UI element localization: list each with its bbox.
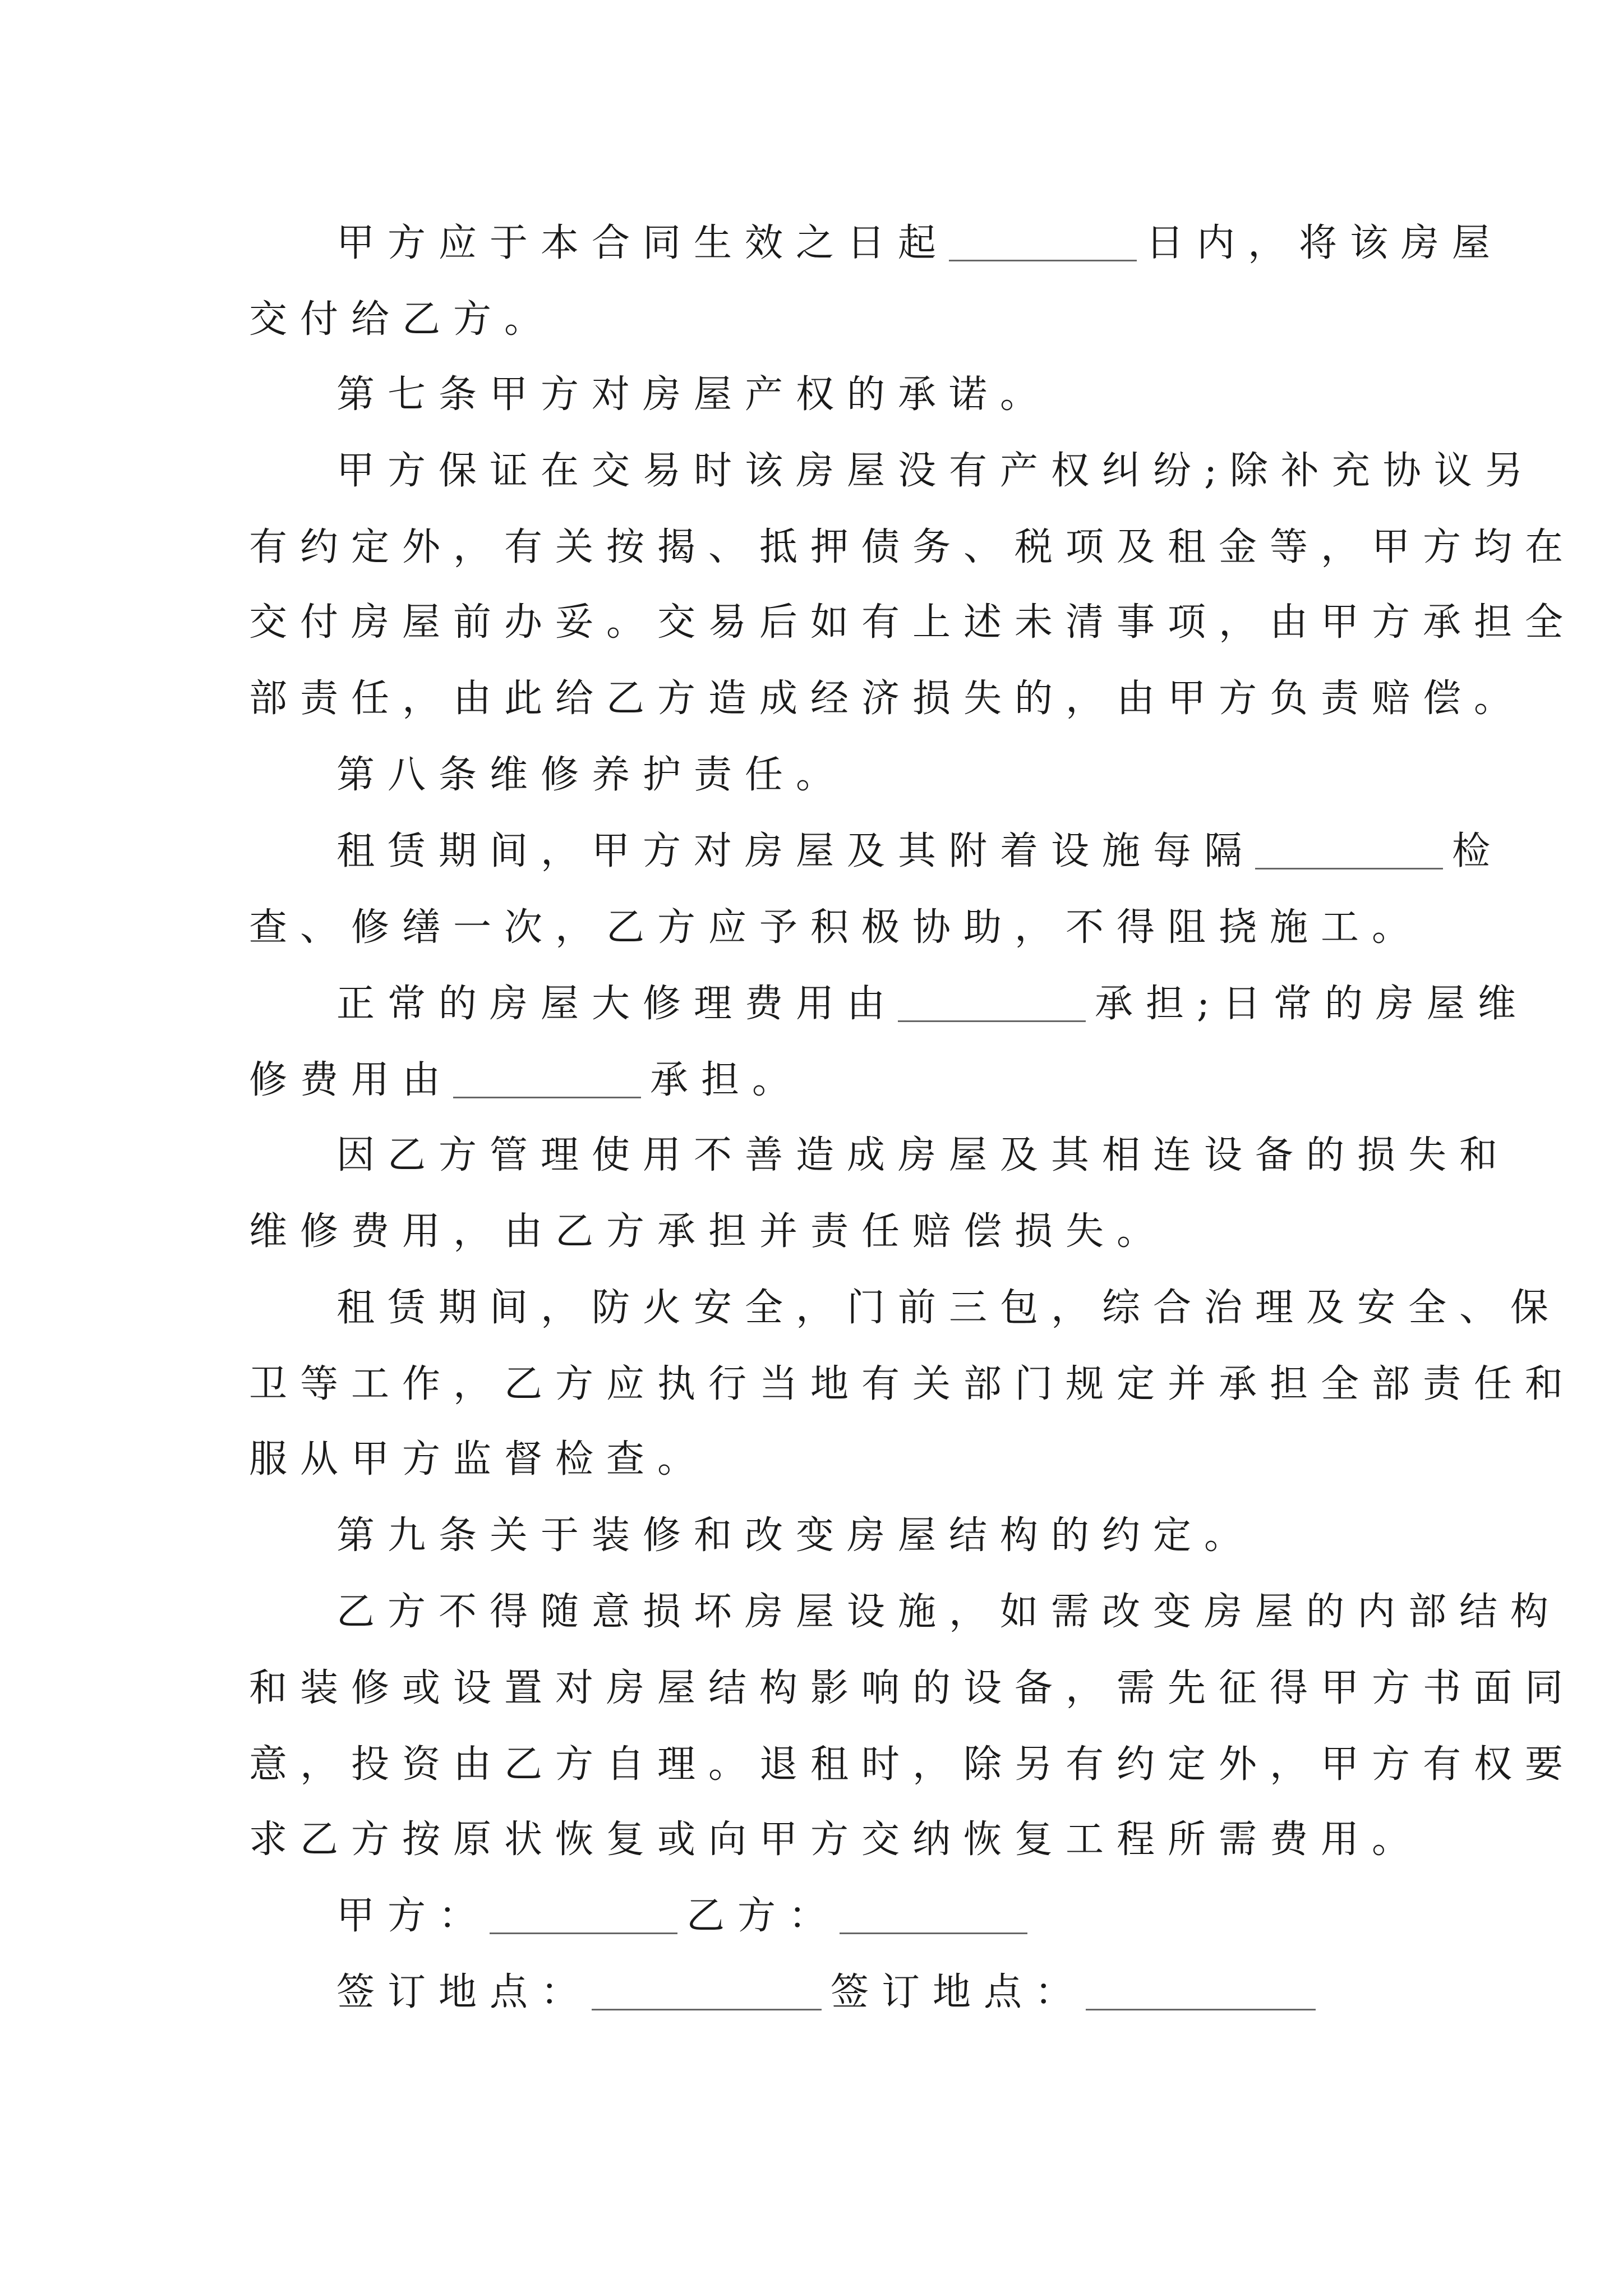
party-a-signature-field[interactable] bbox=[490, 1899, 677, 1934]
para-safety-line-3: 服从甲方监督检查。 bbox=[249, 1437, 709, 1481]
article-8-title: 第八条维修养护责任。 bbox=[336, 753, 847, 797]
place-a-field[interactable] bbox=[592, 1975, 822, 2010]
text-segment: 日内，将该房屋 bbox=[1146, 221, 1504, 265]
daily-repair-payer-blank-field[interactable] bbox=[453, 1063, 641, 1098]
para-repair-cost-line-1 bbox=[336, 976, 1529, 1032]
para-delivery-line-2: 交付给乙方。 bbox=[249, 297, 556, 342]
para-safety-line-1: 租赁期间，防火安全，门前三包，综合治理及安全、保 bbox=[336, 1286, 1562, 1330]
para-title-warranty-line-3: 交付房屋前办妥。交易后如有上述未清事项，由甲方承担全 bbox=[249, 600, 1576, 645]
place-b-field[interactable] bbox=[1086, 1975, 1316, 2010]
party-b-signature-field[interactable] bbox=[840, 1899, 1027, 1934]
text-segment: 租赁期间，甲方对房屋及其附着设施每隔 bbox=[336, 829, 1256, 873]
party-a-label: 甲方： bbox=[336, 1894, 490, 1938]
days-blank-field[interactable] bbox=[949, 226, 1137, 261]
para-delivery-line-1 bbox=[336, 215, 1503, 272]
para-damage-line-1: 因乙方管理使用不善造成房屋及其相连设备的损失和 bbox=[336, 1133, 1511, 1177]
major-repair-payer-blank-field[interactable] bbox=[898, 987, 1086, 1022]
party-b-label: 乙方： bbox=[686, 1894, 840, 1938]
para-renovation-line-3: 意，投资由乙方自理。退租时，除另有约定外，甲方有权要 bbox=[249, 1742, 1576, 1787]
text-segment: 正常的房屋大修理费用由 bbox=[336, 982, 898, 1026]
para-inspection-line-1 bbox=[336, 823, 1503, 880]
para-repair-cost-line-2 bbox=[249, 1052, 803, 1108]
text-segment: 承担;日常的房屋维 bbox=[1095, 982, 1529, 1026]
text-segment: 检 bbox=[1452, 829, 1504, 873]
place-b-label: 签订地点： bbox=[831, 1970, 1086, 2014]
para-renovation-line-2: 和装修或设置对房屋结构影响的设备，需先征得甲方书面同 bbox=[249, 1666, 1576, 1710]
place-a-label: 签订地点： bbox=[336, 1970, 592, 2014]
para-renovation-line-4: 求乙方按原状恢复或向甲方交纳恢复工程所需费用。 bbox=[249, 1818, 1423, 1862]
text-segment: 甲方应于本合同生效之日起 bbox=[336, 221, 949, 265]
para-title-warranty-line-4: 部责任，由此给乙方造成经济损失的，由甲方负责赔偿。 bbox=[249, 677, 1525, 721]
para-damage-line-2: 维修费用，由乙方承担并责任赔偿损失。 bbox=[249, 1209, 1168, 1254]
text-segment: 承担。 bbox=[650, 1058, 804, 1102]
para-title-warranty-line-1: 甲方保证在交易时该房屋没有产权纠纷;除补充协议另 bbox=[336, 449, 1536, 493]
text-segment: 修费用由 bbox=[249, 1058, 454, 1102]
interval-blank-field[interactable] bbox=[1255, 834, 1443, 869]
article-9-title: 第九条关于装修和改变房屋结构的约定。 bbox=[336, 1513, 1256, 1558]
signature-place-line bbox=[336, 1964, 1325, 2021]
signature-parties-line bbox=[336, 1888, 1036, 1944]
para-safety-line-2: 卫等工作，乙方应执行当地有关部门规定并承担全部责任和 bbox=[249, 1362, 1576, 1406]
para-title-warranty-line-2: 有约定外，有关按揭、抵押债务、税项及租金等，甲方均在 bbox=[249, 525, 1576, 569]
para-inspection-line-2: 查、修缮一次，乙方应予积极协助，不得阻挠施工。 bbox=[249, 905, 1423, 950]
article-7-title: 第七条甲方对房屋产权的承诺。 bbox=[336, 372, 1052, 417]
para-renovation-line-1: 乙方不得随意损坏房屋设施，如需改变房屋的内部结构 bbox=[336, 1590, 1562, 1634]
